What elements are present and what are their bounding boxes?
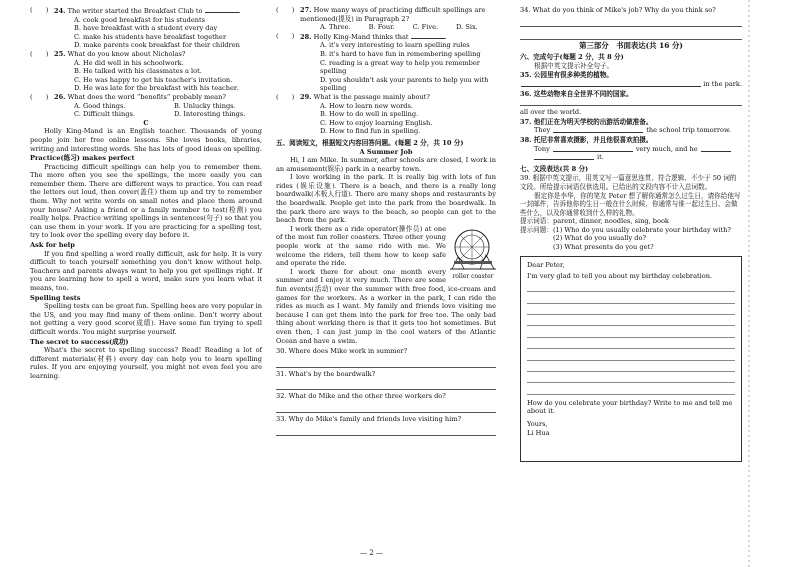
section-heading: 五、阅读短文，根据短文内容回答问题。(每题 2 分，共 10 分): [276, 138, 464, 147]
writing-line[interactable]: [527, 292, 735, 303]
option: B. How to do well in spelling.: [320, 110, 419, 119]
answer-blank[interactable]: [553, 126, 643, 133]
option: A. it's very interesting to learn spelling rules: [320, 41, 470, 50]
sentence-mid: very much, and he: [635, 144, 698, 153]
question-26: [30, 93, 262, 102]
option: D. you shouldn't ask your parents to help you with spelling: [320, 75, 489, 93]
option: B. have breakfast with a student every day: [74, 24, 218, 33]
page-number: — 2 —: [360, 549, 383, 557]
answer-blank[interactable]: [701, 145, 731, 152]
passage-heading: The secret to success(成功): [30, 337, 129, 346]
question-27: [276, 6, 496, 23]
section-instruction: 根据中英文提示补全句子。: [534, 61, 614, 70]
column-right: [520, 6, 742, 462]
question-number: 28.: [300, 32, 312, 41]
question-25: [30, 50, 262, 59]
hint-words: 提示词语：parent, dinner, noodles, sing, book: [520, 217, 669, 226]
option-row: [30, 110, 262, 119]
answer-bracket[interactable]: ( ): [30, 92, 49, 101]
answer-bracket[interactable]: ( ): [276, 31, 295, 40]
option: C. Difficult things.: [74, 110, 135, 119]
passage-heading: Spelling tests: [30, 293, 81, 302]
sentence-tail: in the park.: [703, 79, 742, 88]
question-number: 27.: [300, 6, 312, 14]
roller-coaster-illustration: [450, 227, 496, 279]
writing-line[interactable]: [527, 281, 735, 292]
passage-intro: Holly King-Mand is an English teacher. Thousands of young people join her free online lessons. She loves books, libraries, writing and interesting words. She has lots of good ideas on spelling.: [30, 127, 262, 153]
letter-greeting: Dear Peter,: [527, 260, 565, 269]
letter-opening: I'm very glad to tell you about my birthday celebration.: [527, 272, 713, 281]
sentence-head: Tony: [534, 144, 550, 153]
question-number: 26.: [54, 92, 66, 101]
hint-questions: [520, 226, 742, 252]
option: C. reading is a great way to help you remember spelling: [320, 58, 480, 76]
option: D. Interesting things.: [174, 110, 246, 119]
question-34: 34. What do you think of Mike's job? Why do you think so?: [520, 6, 716, 14]
answer-line[interactable]: [520, 16, 742, 27]
writing-line[interactable]: [527, 349, 735, 360]
option-row: [30, 102, 262, 111]
passage-paragraph: Spelling tests can be great fun. Spelling bees are very popular in the US, and you may find many of them online. Don't worry about not getting a very good score(成绩). Have some fun trying to spell difficult words. You might surprise yourself.: [30, 302, 262, 336]
option: B. He talked with his classmates a lot.: [74, 67, 202, 76]
answer-bracket[interactable]: ( ): [276, 92, 295, 101]
cut-line: [744, 0, 754, 567]
writing-instruction: 假定你是李华，你的笔友 Peter 想了解你通常怎么过生日，请你给他写一封邮件，告诉他你的生日一般在什么时候、你通常与谁一起过生日、会做些什么，以及你通常收到什么样的礼物。: [520, 191, 741, 217]
sentence-tail: it.: [597, 153, 604, 162]
answer-line[interactable]: [276, 379, 496, 390]
passage-paragraph: I work there for about one month every summer and I enjoy it very much. There are some fun events(活动) over the summer with free food, ice-cream and games for the workers. As a worker in the park, I can ride the rides as much as I want. My family and friends love visiting me because I can get them into the park for free too. The only bad thing about working there is that it gets too hot sometimes. But even then, I can just jump in the cool waters of the Atlantic Ocean and have a swim.: [276, 267, 496, 345]
column-middle: [276, 6, 496, 438]
hint-label: 提示问题：: [520, 225, 553, 234]
writing-line[interactable]: [527, 338, 735, 349]
sentence-answer: [520, 126, 742, 135]
option: C. He was happy to get his teacher's invitation.: [74, 75, 233, 84]
option: B. it's hard to have fun in remembering spelling: [320, 49, 481, 58]
answer-line[interactable]: [276, 402, 496, 413]
answer-blank[interactable]: [553, 145, 633, 152]
question-stem: Holly King-Mand thinks that: [313, 32, 409, 41]
question-24: ( ) 24. The writer started the Breakfast Club to .: [30, 6, 241, 15]
question-stem: How many ways of practicing difficult spellings are mentioned(提及) in Paragraph 2?: [300, 6, 486, 23]
sentence-prompt: 35. 公园里有很多种类的植物。: [520, 71, 613, 80]
passage-paragraph: Practicing difficult spellings can help you to remember them. The more often you see the spellings, the more easily you can remember them. There are different ways to practice. You can read the letters out loud, then cover(盖住) them up and try to remember them. Why not write words on small notes and place them around your house? Asking a friend or a family member to test(检测) you really helps. Practice writing spellings in sentences(句子) so that you can use them in your work. If you are practicing for a spelling test, try to look over the spelling every day before it.: [30, 162, 262, 240]
writing-instruction: 39. 根据中英文提示，用英文写一篇意思连贯、符合逻辑、不少于 50 词的文段。所给提示词语仅供选用。已给出的文段内容不计入总词数。: [520, 174, 737, 191]
question-31: 31. What's by the boardwalk?: [276, 369, 376, 378]
image-caption: roller coaster: [452, 273, 494, 281]
question-number: 25.: [54, 49, 66, 58]
option-row: [276, 23, 496, 32]
passage-paragraph: Hi, I am Mike. In summer, after schools are closed, I work in an amusement(娱乐) park in a nearby town.: [276, 156, 496, 173]
answer-line[interactable]: [520, 29, 742, 40]
sentence-answer: [520, 80, 742, 89]
question-stem: What do you know about Nicholas?: [67, 49, 186, 58]
question-stem: What does the word “benefits” probably mean?: [67, 92, 226, 101]
option: C. How to enjoy learning English.: [320, 118, 433, 127]
question-29: [276, 93, 496, 102]
option: C. Five.: [412, 23, 439, 32]
answer-line[interactable]: [520, 99, 742, 106]
option: D. How to find fun in spelling.: [320, 127, 421, 136]
answer-bracket[interactable]: ( ): [30, 6, 49, 14]
letter-signoff: Yours,: [527, 419, 548, 428]
sentence-tail: all over the world.: [520, 108, 582, 117]
section-heading: 六、完成句子(每题 2 分，共 8 分): [520, 53, 624, 62]
sentence-answer: [520, 153, 742, 162]
answer-bracket[interactable]: ( ): [276, 6, 295, 14]
writing-box[interactable]: [520, 256, 742, 462]
option: D. He was late for the breakfast with his teacher.: [74, 84, 239, 93]
passage-paragraph: What's the secret to spelling success? Read! Reading a lot of different materials(材料) every day can help you to learn spelling rules. If you are enjoying yourself, you might not even feel you are learning.: [30, 346, 262, 380]
hint-question: (2) What do you usually do?: [552, 234, 647, 243]
option: D. Six.: [456, 23, 478, 32]
part-heading: 第三部分 书面表达(共 16 分): [579, 40, 683, 50]
column-left: [30, 6, 262, 381]
passage-heading: Practice(练习) makes perfect: [30, 154, 135, 163]
sentence-head: They: [534, 126, 551, 135]
question-number: 29.: [300, 92, 312, 101]
question-number: 24.: [54, 7, 66, 15]
passage-paragraph: If you find spelling a word really difficult, ask for help. It is very difficult to teach yourself something you don't know without help. Teachers and parents always want to help you get spellings right. If you are learning how to spell a word, make sure you learn what it means, too.: [30, 249, 262, 292]
hint-question: (3) What presents do you get?: [552, 243, 654, 252]
option: D. make parents cook breakfast for their children: [74, 41, 240, 50]
option: A. cook good breakfast for his students: [74, 15, 206, 24]
option: B. Four.: [368, 23, 395, 32]
answer-bracket[interactable]: ( ): [30, 49, 49, 58]
question-28: ( ) 28. Holly King-Mand thinks that .: [276, 31, 447, 41]
sentence-answer: [520, 145, 742, 154]
section-heading: 七、文段表达(共 8 分): [520, 164, 589, 173]
option: A. He did well in his schoolwork.: [74, 58, 184, 67]
passage-paragraph: I love working in the park. It is really big with lots of fun rides (娱乐设施). There is a beach, and there is a really long boardwalk(木板人行道). There are many shops and restaurants by the boardwalk. People get into the park from the boardwalk. In the park there are ways to the beach, so people can get to the beach from the park.: [276, 173, 496, 225]
question-30: 30. Where does Mike work in summer?: [276, 347, 408, 356]
answer-blank[interactable]: [411, 32, 445, 39]
passage-paragraph: I work there as a ride operator(操作员) at one of the most fun roller coasters. Three other young people work at the same ride with me. We welcome the riders, tell them how to keep safe and operate the ride.: [276, 224, 446, 268]
passage-heading: Ask for help: [30, 241, 75, 250]
sentence-prompt: 38. 托尼非常喜欢摄影，并且他很喜欢拍摄。: [520, 135, 653, 144]
option: A. How to learn new words.: [320, 101, 413, 110]
answer-blank[interactable]: [534, 153, 594, 160]
letter-ending: How do you celebrate your birthday? Write to me and tell me about it.: [527, 398, 733, 416]
passage-title: A Summer Job: [359, 147, 413, 156]
letter-signature: Li Hua: [527, 428, 550, 437]
hint-question: (1) Who do you usually celebrate your birthday with?: [552, 225, 731, 234]
writing-line[interactable]: [527, 372, 735, 383]
sentence-prompt: 36. 这些动物来自全世界不同的国家。: [520, 89, 633, 98]
answer-blank[interactable]: [521, 80, 701, 87]
option: C. make his students have breakfast together: [74, 32, 227, 41]
sentence-prompt: 37. 他们正在为明天学校的出游活动做准备。: [520, 117, 653, 126]
option: A. Three.: [320, 23, 351, 32]
writing-line[interactable]: [527, 361, 735, 372]
answer-blank[interactable]: [205, 6, 239, 13]
writing-line[interactable]: [527, 304, 735, 315]
roller-coaster-icon: [450, 227, 496, 271]
writing-line[interactable]: [527, 383, 735, 394]
writing-line[interactable]: [527, 315, 735, 326]
answer-line[interactable]: [276, 425, 496, 436]
question-stem: The writer started the Breakfast Club to: [67, 7, 203, 15]
passage-label: C: [143, 118, 149, 127]
sentence-tail: the school trip tomorrow.: [646, 126, 731, 135]
option: B. Unlucky things.: [174, 101, 236, 110]
writing-line[interactable]: [527, 326, 735, 337]
question-32: 32. What do Mike and the other three workers do?: [276, 392, 446, 401]
answer-line[interactable]: [276, 357, 496, 368]
question-stem: What is the passage mainly about?: [313, 92, 430, 101]
question-33: 33. Why do Mike's family and friends love visiting him?: [276, 414, 462, 423]
option: A. Good things.: [74, 101, 126, 110]
